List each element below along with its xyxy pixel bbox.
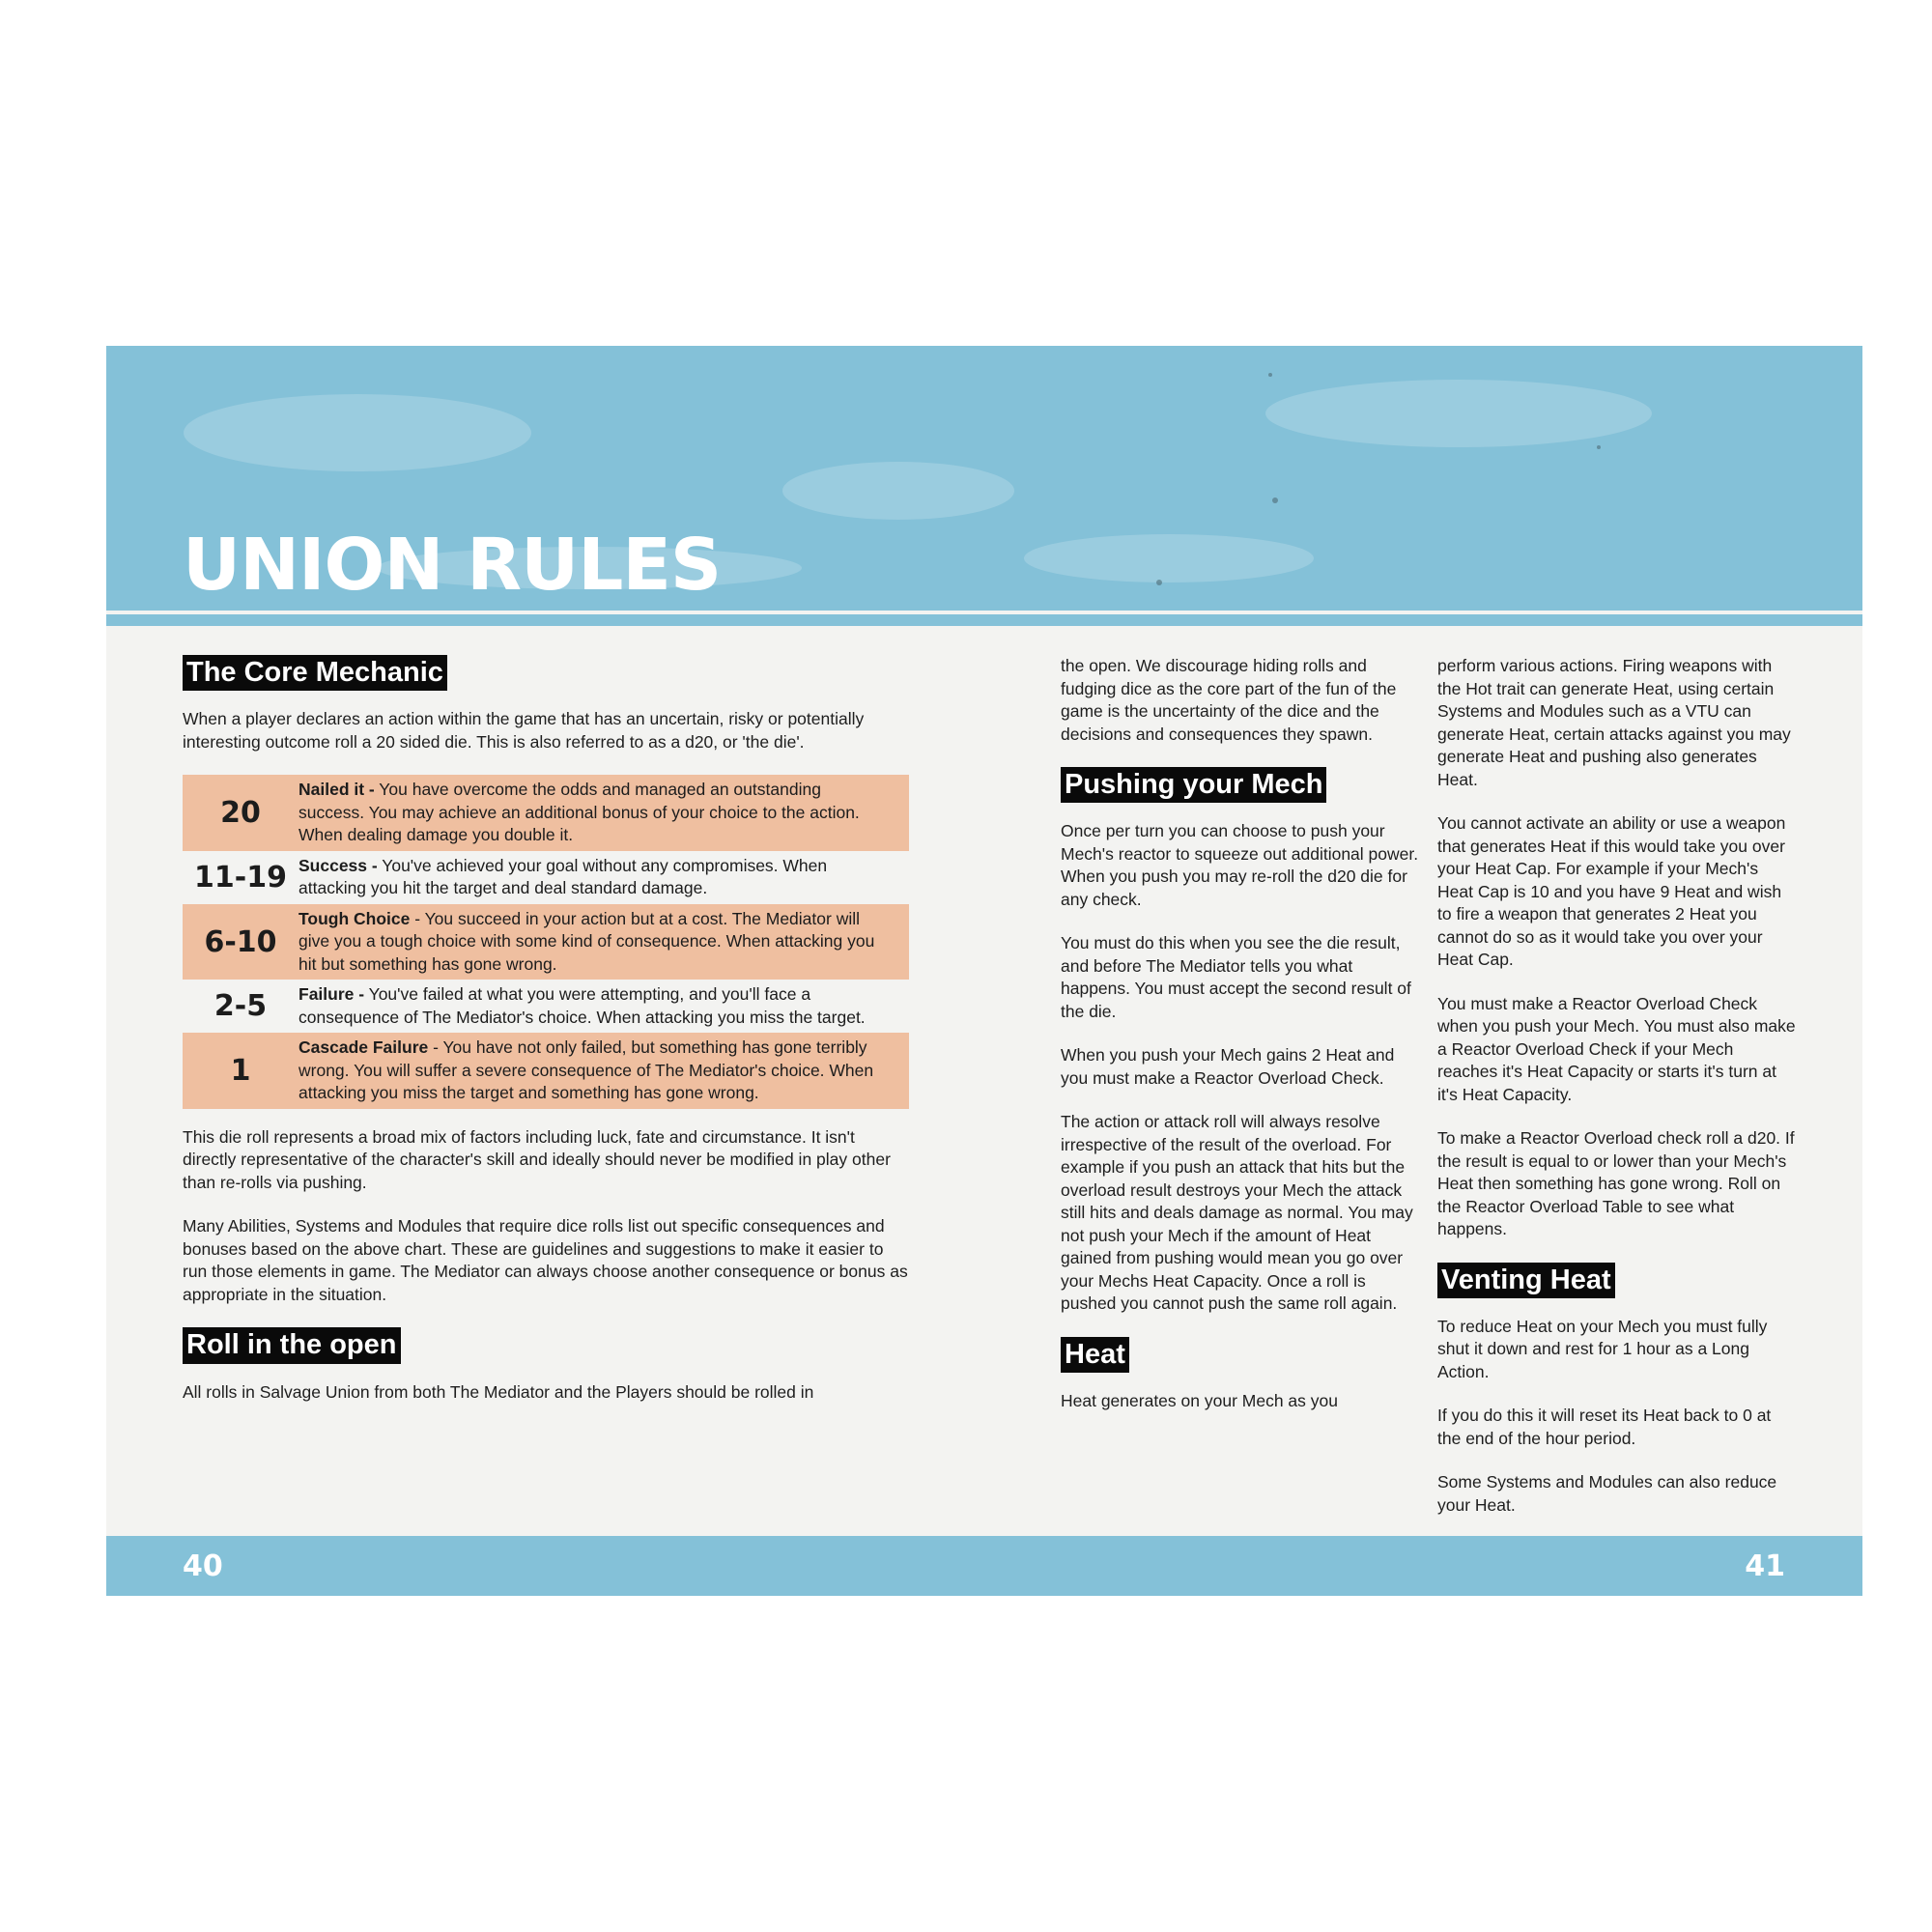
page-number-right: 41 [1745, 1549, 1785, 1583]
heat-paragraph-3: You must make a Reactor Overload Check when you push your Mech. You must also make a Reactor Overload Check if your Mech reaches it's Heat Capacity or starts it's turn at it's Heat Capacity. [1437, 993, 1796, 1104]
right-page-column-2 [1437, 655, 1797, 1538]
result-text: You've failed at what you were attempting, and you'll face a consequence of The Mediator's choice. When attacking you miss the target. [298, 984, 866, 1027]
result-name: Cascade Failure [298, 1037, 429, 1058]
result-description [298, 855, 909, 900]
pushing-paragraph-3: When you push your Mech gains 2 Heat and you must make a Reactor Overload Check. [1061, 1045, 1395, 1088]
pushing-paragraph-4: The action or attack roll will always resolve irrespective of the result of the overload. For example if you push an attack that hits but the overload result destroys your Mech the attack still hits and deals damage as normal. You may not push your Mech if the amount of Heat gained from pushing would mean you go over your Mechs Heat Capacity. Once a roll is pushed you cannot push the same roll again. [1061, 1112, 1413, 1314]
footer-band [106, 1536, 1862, 1596]
heat-heading: Heat [1061, 1337, 1129, 1373]
result-name: Failure - [298, 984, 365, 1005]
result-range: 1 [230, 1054, 251, 1089]
book-spread [106, 346, 1862, 1596]
pushing-your-mech-heading: Pushing your Mech [1061, 767, 1326, 803]
book-title: UNION RULES [183, 524, 722, 607]
result-range: 6-10 [204, 924, 277, 959]
result-row [183, 1033, 909, 1109]
d20-results-table [183, 775, 909, 1109]
core-mechanic-heading: The Core Mechanic [183, 655, 447, 691]
result-name: Tough Choice [298, 908, 411, 928]
result-description [298, 908, 909, 977]
result-name: Nailed it - [298, 780, 375, 800]
result-description [298, 779, 909, 847]
page-number-left: 40 [183, 1549, 223, 1583]
right-page-column-1 [1061, 655, 1420, 1435]
venting-paragraph-3: Some Systems and Modules can also reduce your Heat. [1437, 1472, 1777, 1515]
result-description [298, 983, 909, 1029]
header-rule [106, 614, 1862, 626]
result-range: 2-5 [213, 989, 268, 1024]
heat-paragraph-1: Heat generates on your Mech as you [1061, 1391, 1338, 1411]
result-description [298, 1037, 909, 1105]
pushing-paragraph-1: Once per turn you can choose to push your Mech's reactor to squeeze out additional power. When you push you may re-roll the d20 die for any check. [1061, 821, 1419, 909]
result-range: 20 [220, 796, 261, 831]
venting-paragraph-1: To reduce Heat on your Mech you must fully shut it down and rest for 1 hour as a Long Action. [1437, 1316, 1768, 1381]
roll-in-the-open-heading: Roll in the open [183, 1327, 401, 1363]
result-row [183, 980, 909, 1033]
core-mechanic-intro: When a player declares an action within the game that has an uncertain, risky or potentially interesting outcome roll a 20 sided die. This is also referred to as a d20, or 'the die'. [183, 709, 865, 752]
roll-in-the-open-paragraph: All rolls in Salvage Union from both The Mediator and the Players should be rolled in [183, 1381, 814, 1402]
result-row [183, 775, 909, 851]
venting-heat-heading: Venting Heat [1437, 1263, 1615, 1298]
result-row [183, 904, 909, 980]
heat-paragraph-4: To make a Reactor Overload check roll a d20. If the result is equal to or lower than your Mech's Heat then something has gone wrong. Roll on the Reactor Overload Table to see what happens. [1437, 1128, 1795, 1238]
result-text: You've achieved your goal without any compromises. When attacking you hit the target and deal standard damage. [298, 855, 828, 898]
left-page-column [183, 655, 909, 1425]
result-text: - You succeed in your action but at a cost. The Mediator will give you a tough choice with some kind of consequence. When attacking you hit but something has gone wrong. [298, 908, 875, 974]
result-row [183, 851, 909, 904]
roll-in-the-open-continued: the open. We discourage hiding rolls and fudging dice as the core part of the fun of the game is the uncertainty of the dice and the decisions and consequences they spawn. [1061, 656, 1397, 744]
result-range: 11-19 [194, 860, 287, 895]
result-name: Success - [298, 855, 378, 875]
heat-paragraph-2: You cannot activate an ability or use a weapon that generates Heat if this would take you over your Heat Cap. For example if your Mech's Heat Cap is 10 and you have 9 Heat and wish to fire a weapon that generates 2 Heat you cannot do so as it would take you over your Heat Cap. [1437, 813, 1786, 969]
die-roll-paragraph: This die roll represents a broad mix of factors including luck, fate and circumstance. It isn't directly representative of the character's skill and ideally should never be modified in play other than re-rolls via pushing. [183, 1126, 891, 1192]
result-text: You have overcome the odds and managed an outstanding success. You may achieve an additional bonus of your choice to the action. When dealing damage you double it. [298, 780, 860, 845]
venting-paragraph-2: If you do this it will reset its Heat back to 0 at the end of the hour period. [1437, 1406, 1772, 1448]
header-band [106, 346, 1862, 611]
pushing-paragraph-2: You must do this when you see the die result, and before The Mediator tells you what happens. You must accept the second result of the die. [1061, 933, 1411, 1021]
result-text: - You have not only failed, but something has gone terribly wrong. You will suffer a severe consequence of The Mediator's choice. When attacking you miss the target and something has gone wrong. [298, 1037, 874, 1103]
abilities-paragraph: Many Abilities, Systems and Modules that require dice rolls list out specific consequences and bonuses based on the above chart. These are guidelines and suggestions to make it easier to run those elements in game. The Mediator can always choose another consequence or bonus as appropriate in the situation. [183, 1216, 908, 1304]
heat-paragraph-1-continued: perform various actions. Firing weapons with the Hot trait can generate Heat, using certain Systems and Modules such as a VTU can generate Heat, certain attacks against you may generate Heat and pushing also generates Heat. [1437, 656, 1791, 789]
